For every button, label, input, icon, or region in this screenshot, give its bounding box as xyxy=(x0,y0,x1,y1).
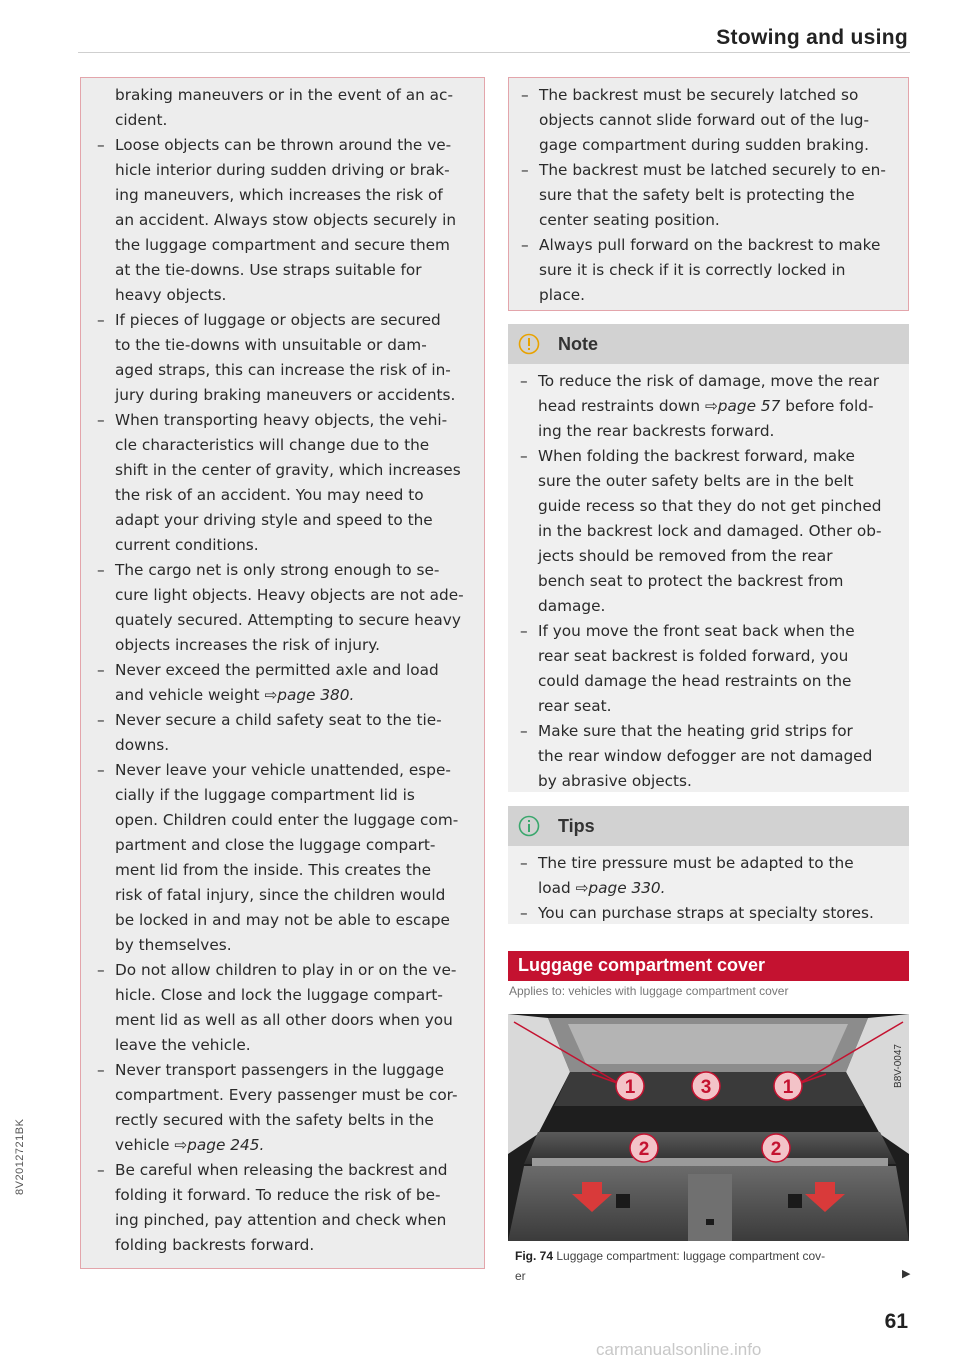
warning-list xyxy=(521,83,898,308)
watermark: carmanualsonline.info xyxy=(596,1340,762,1359)
callout-1-left xyxy=(616,1072,644,1100)
list-item: – Always pull forward on the backrest to make sure it is check if it is correctly locked in place. xyxy=(521,233,898,308)
page-reference-link[interactable]: ⇨page 57 xyxy=(704,397,781,415)
list-item: – If pieces of luggage or objects are secured to the tie-downs with unsuitable or dam- aged straps, this can increase the risk of in- jury during braking maneuvers or accidents. xyxy=(97,308,472,408)
exclamation-circle-icon xyxy=(518,333,540,355)
list-item: – When transporting heavy objects, the vehi- cle characteristics will change due to the shift in the center of gravity, which increases the risk of an accident. You may need to adapt your driving style and speed to the current conditions. xyxy=(97,408,472,558)
warning-box-continued xyxy=(80,77,485,1269)
note-header xyxy=(508,324,909,364)
list-item: – If you move the front seat back when the rear seat backrest is folded forward, you could damage the head restraints on the rear seat. xyxy=(520,619,899,719)
svg-text:3: 3 xyxy=(700,1077,712,1098)
list-item: – Do not allow children to play in or on the ve- hicle. Close and lock the luggage compart- ment lid as well as all other doors when you leave the vehicle. xyxy=(97,958,472,1058)
figure-caption: Fig. 74 Luggage compartment: luggage compartment cov- er xyxy=(515,1249,826,1283)
note-list xyxy=(520,369,899,794)
list-item: – Never leave your vehicle unattended, espe- cially if the luggage compartment lid is open. Children could enter the luggage com- partment and close the luggage compart- ment lid from the inside. This creates the risk of fatal injury, since the children would be locked in and may not be able to escape by themselves. xyxy=(97,758,472,958)
list-item: – You can purchase straps at specialty stores. xyxy=(520,901,899,926)
page-number: 61 xyxy=(884,1310,908,1333)
document-code: 8V2012721BK xyxy=(14,1118,26,1195)
svg-text:1: 1 xyxy=(782,1077,794,1098)
continued-text: braking maneuvers or in the event of an ac- cident. xyxy=(115,86,453,129)
note-box xyxy=(508,324,909,792)
tips-box xyxy=(508,806,909,924)
list-item: – The tire pressure must be adapted to the load ⇨page 330. xyxy=(520,851,899,901)
header-rule xyxy=(78,52,910,53)
running-header: Stowing and using xyxy=(716,26,908,49)
page-reference-link[interactable]: ⇨page 245. xyxy=(174,1136,265,1154)
figure-code: B8V-0047 xyxy=(893,1044,904,1088)
list-item: – To reduce the risk of damage, move the rear head restraints down ⇨page 57 before fold- ing the rear backrests forward. xyxy=(520,369,899,444)
luggage-compartment-illustration xyxy=(508,1014,909,1241)
section-heading: Luggage compartment cover xyxy=(508,951,909,981)
svg-text:1: 1 xyxy=(624,1077,636,1098)
list-item: – Loose objects can be thrown around the ve- hicle interior during sudden driving or brak- ing maneuvers, which increases the risk of an accident. Always stow objects securely in the luggage compartment and secure them at the tie-downs. Use straps suitable for heavy objects. xyxy=(97,133,472,308)
list-item: – Never secure a child safety seat to the tie- downs. xyxy=(97,708,472,758)
svg-text:2: 2 xyxy=(638,1139,650,1160)
list-item: – Make sure that the heating grid strips for the rear window defogger are not damaged by abrasive objects. xyxy=(520,719,899,794)
page-reference-link[interactable]: ⇨page 330. xyxy=(575,879,666,897)
info-circle-icon xyxy=(518,815,540,837)
callout-2-left xyxy=(630,1134,658,1162)
list-item: – Never transport passengers in the luggage compartment. Every passenger must be cor- rectly secured with the safety belts in the vehicle ⇨page 245. xyxy=(97,1058,472,1158)
callout-3 xyxy=(692,1072,720,1100)
tips-header xyxy=(508,806,909,846)
note-label: Note xyxy=(558,333,598,354)
list-item: – The cargo net is only strong enough to se- cure light objects. Heavy objects are not ade- quately secured. Attempting to secure heavy objects increases the risk of injury. xyxy=(97,558,472,658)
luggage-compartment-figure xyxy=(508,1014,909,1241)
warning-box-right xyxy=(508,77,909,311)
list-item: – The backrest must be latched securely to en- sure that the safety belt is protecting the center seating position. xyxy=(521,158,898,233)
tips-list xyxy=(520,851,899,926)
list-item: – Never exceed the permitted axle and load and vehicle weight ⇨page 380. xyxy=(97,658,472,708)
tips-label: Tips xyxy=(558,815,595,836)
callout-2-right xyxy=(762,1134,790,1162)
applies-to-text: Applies to: vehicles with luggage compartment cover xyxy=(509,984,789,998)
list-item: – Be careful when releasing the backrest and folding it forward. To reduce the risk of be- ing pinched, pay attention and check when folding backrests forward. xyxy=(97,1158,472,1258)
svg-text:2: 2 xyxy=(770,1139,782,1160)
page-reference-link[interactable]: ⇨page 380. xyxy=(264,686,355,704)
warning-list xyxy=(97,133,472,1258)
continue-arrow-icon: ▶ xyxy=(902,1267,911,1280)
list-item: – The backrest must be securely latched so objects cannot slide forward out of the lug- gage compartment during sudden braking. xyxy=(521,83,898,158)
callout-1-right xyxy=(774,1072,802,1100)
list-item: – When folding the backrest forward, make sure the outer safety belts are in the belt guide recess so that they do not get pinched in the backrest lock and damaged. Other ob- jects should be removed from the rear bench seat to protect the backrest from damage. xyxy=(520,444,899,619)
